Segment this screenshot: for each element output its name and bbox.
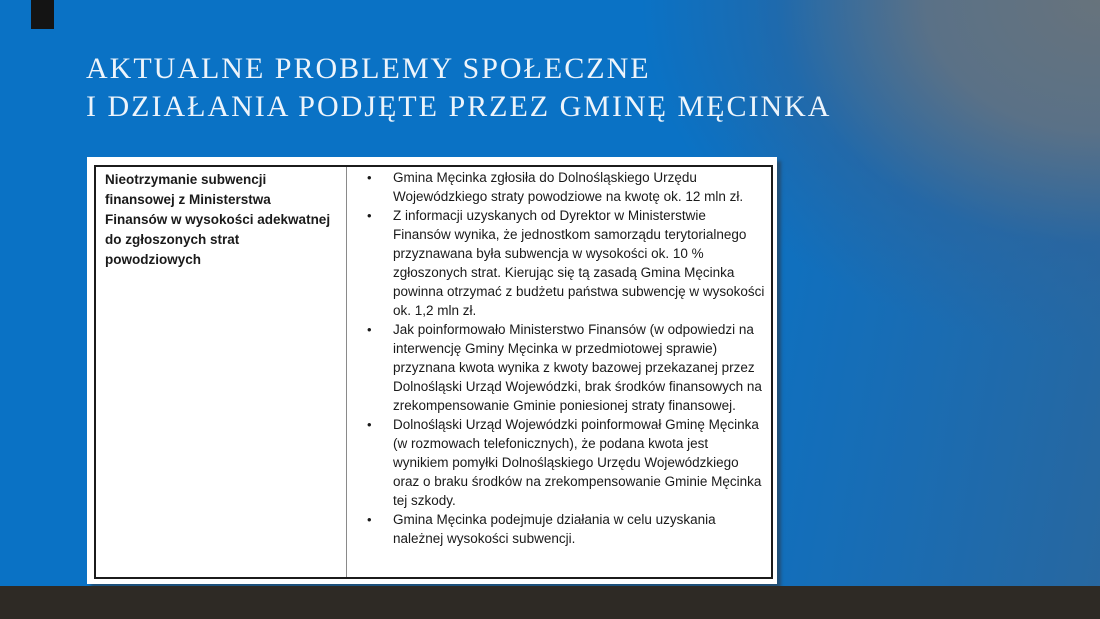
action-text: Z informacji uzyskanych od Dyrektor w Ministerstwie Finansów wynika, że jednostkom samorządu terytorialnego przyznawana była subwencja w wysokości ok. 10 % zgłoszonych strat. Kierując się tą zasadą Gmina Męcinka powinna otrzymać z budżetu państwa subwencję w wysokości ok. 1,2 mln zł.	[393, 208, 765, 318]
action-text: Gmina Męcinka podejmuje działania w celu uzyskania należnej wysokości subwencji.	[393, 512, 716, 546]
action-text: Gmina Męcinka zgłosiła do Dolnośląskiego Urzędu Wojewódzkiego straty powodziowe na kwotę ok. 12 mln zł.	[393, 170, 744, 204]
actions-bullet-list	[347, 168, 765, 548]
problems-table-frame	[87, 157, 777, 584]
list-item	[347, 415, 765, 510]
action-text: Dolnośląski Urząd Wojewódzki poinformował Gminę Męcinka (w rozmowach telefonicznych), że podana kwota jest wynikiem pomyłki Dolnośląskiego Urzędu Wojewódzkiego oraz o braku środków na zrekompensowanie Gminie Męcinka tej szkody.	[393, 417, 762, 508]
list-item	[347, 206, 765, 320]
slide-title-line2: I DZIAŁANIA PODJĘTE PRZEZ GMINĘ MĘCINKA	[86, 90, 832, 123]
slide-title-line1: AKTUALNE PROBLEMY SPOŁECZNE	[86, 52, 651, 85]
bullet-icon: •	[367, 512, 372, 527]
bottom-dark-bar	[0, 586, 1100, 619]
bullet-icon: •	[367, 322, 372, 337]
problems-table	[94, 165, 773, 579]
list-item	[347, 168, 765, 206]
list-item	[347, 510, 765, 548]
actions-cell	[347, 167, 771, 577]
bullet-icon: •	[367, 208, 372, 223]
bullet-icon: •	[367, 417, 372, 432]
problem-cell	[96, 167, 347, 577]
slide-title	[86, 50, 1046, 126]
list-item	[347, 320, 765, 415]
corner-logo-box	[31, 0, 54, 29]
action-text: Jak poinformowało Ministerstwo Finansów (w odpowiedzi na interwencję Gminy Męcinka w przedmiotowej sprawie) przyznana kwota wynika z kwoty bazowej przekazanej przez Dolnośląski Urząd Wojewódzki, brak środków finansowych na zrekompensowanie Gminie poniesionej straty finansowej.	[393, 322, 762, 413]
problem-text: Nieotrzymanie subwencji finansowej z Ministerstwa Finansów w wysokości adekwatnej do zgłoszonych strat powodziowych	[105, 172, 331, 267]
bullet-icon: •	[367, 170, 372, 185]
